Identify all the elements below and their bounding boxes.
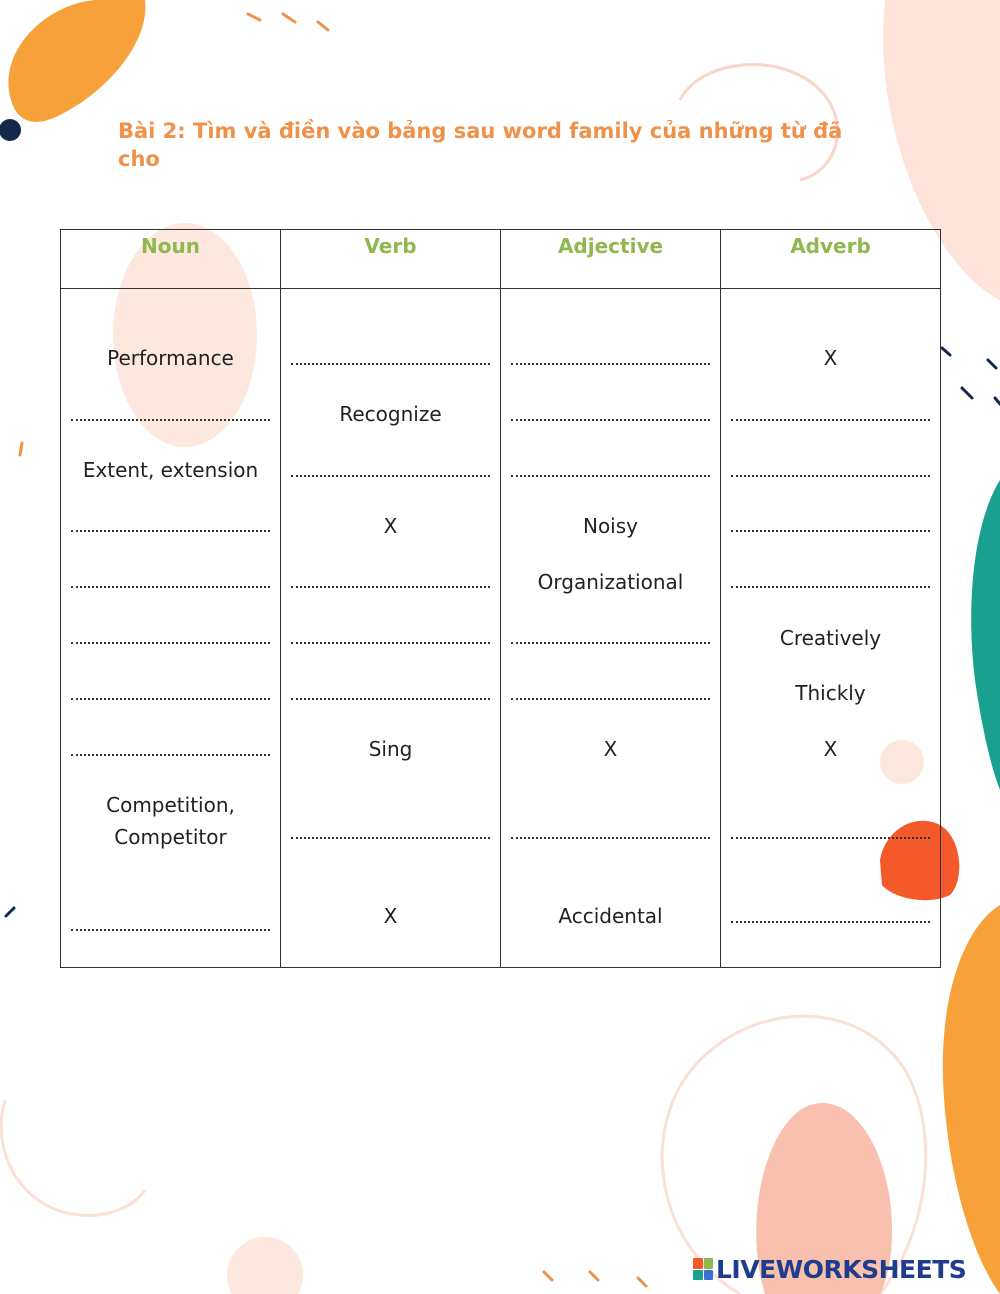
header-noun: Noun (61, 230, 281, 289)
liveworksheets-logo (693, 1254, 966, 1284)
answer-blank-verb-3[interactable] (291, 475, 490, 477)
answer-blank-adj-1[interactable] (511, 363, 710, 365)
header-verb: Verb (281, 230, 501, 289)
answer-blank-adv-10[interactable] (731, 921, 930, 923)
answer-blank-adj-7[interactable] (511, 698, 710, 700)
answer-blank-adj-2[interactable] (511, 419, 710, 421)
answer-blank-verb-7[interactable] (291, 698, 490, 700)
answer-blank-noun-2[interactable] (71, 419, 270, 421)
teal-blob-right (971, 480, 1000, 790)
answer-blank-verb-9[interactable] (291, 837, 490, 839)
orange-blob-bottom-right (943, 905, 1000, 1294)
cell-adverb-x-2: X (823, 737, 838, 761)
answer-blank-adv-5[interactable] (731, 586, 930, 588)
adverb-column (721, 289, 941, 968)
table-header-row (61, 230, 941, 289)
cell-verb-x-2: X (383, 904, 398, 928)
answer-blank-verb-5[interactable] (291, 586, 490, 588)
answer-blank-verb-6[interactable] (291, 642, 490, 644)
cell-competition-competitor: Competition, Competitor (106, 793, 235, 849)
header-adjective: Adjective (501, 230, 721, 289)
answer-blank-adv-3[interactable] (731, 475, 930, 477)
noun-column (61, 289, 281, 968)
cell-recognize: Recognize (339, 402, 442, 426)
orange-blob-top-left (8, 0, 145, 122)
cell-organizational: Organizational (537, 570, 684, 594)
navy-dot (0, 119, 21, 141)
header-adverb: Adverb (721, 230, 941, 289)
answer-blank-noun-8[interactable] (71, 754, 270, 756)
adjective-column (501, 289, 721, 968)
table-body-row (61, 289, 941, 968)
answer-blank-adj-3[interactable] (511, 475, 710, 477)
answer-blank-verb-1[interactable] (291, 363, 490, 365)
answer-blank-adj-9[interactable] (511, 837, 710, 839)
faint-arc-bottom-left (1, 1100, 145, 1215)
answer-blank-noun-5[interactable] (71, 586, 270, 588)
cell-creatively: Creatively (779, 626, 882, 650)
verb-column (281, 289, 501, 968)
cell-noisy: Noisy (582, 514, 638, 538)
cell-adverb-x-1: X (823, 346, 838, 370)
cell-extent-extension: Extent, extension (82, 458, 259, 482)
answer-blank-noun-7[interactable] (71, 698, 270, 700)
answer-blank-noun-4[interactable] (71, 530, 270, 532)
answer-blank-noun-10[interactable] (71, 929, 270, 931)
answer-blank-adj-6[interactable] (511, 642, 710, 644)
answer-blank-adv-4[interactable] (731, 530, 930, 532)
cell-accidental: Accidental (558, 904, 663, 928)
logo-mark-icon (693, 1258, 713, 1280)
cell-sing: Sing (368, 737, 413, 761)
cell-thickly: Thickly (795, 681, 866, 705)
cell-performance: Performance (107, 346, 234, 370)
exercise-title: Bài 2: Tìm và điền vào bảng sau word family của những từ đã cho (118, 119, 843, 171)
cell-verb-x-1: X (383, 514, 398, 538)
answer-blank-adv-9[interactable] (731, 837, 930, 839)
answer-blank-noun-6[interactable] (71, 642, 270, 644)
faint-peach-oval (227, 1237, 303, 1294)
answer-blank-adv-2[interactable] (731, 419, 930, 421)
logo-text: LIVEWORKSHEETS (716, 1254, 967, 1284)
cell-adj-x: X (603, 737, 618, 761)
word-family-table (60, 229, 941, 968)
